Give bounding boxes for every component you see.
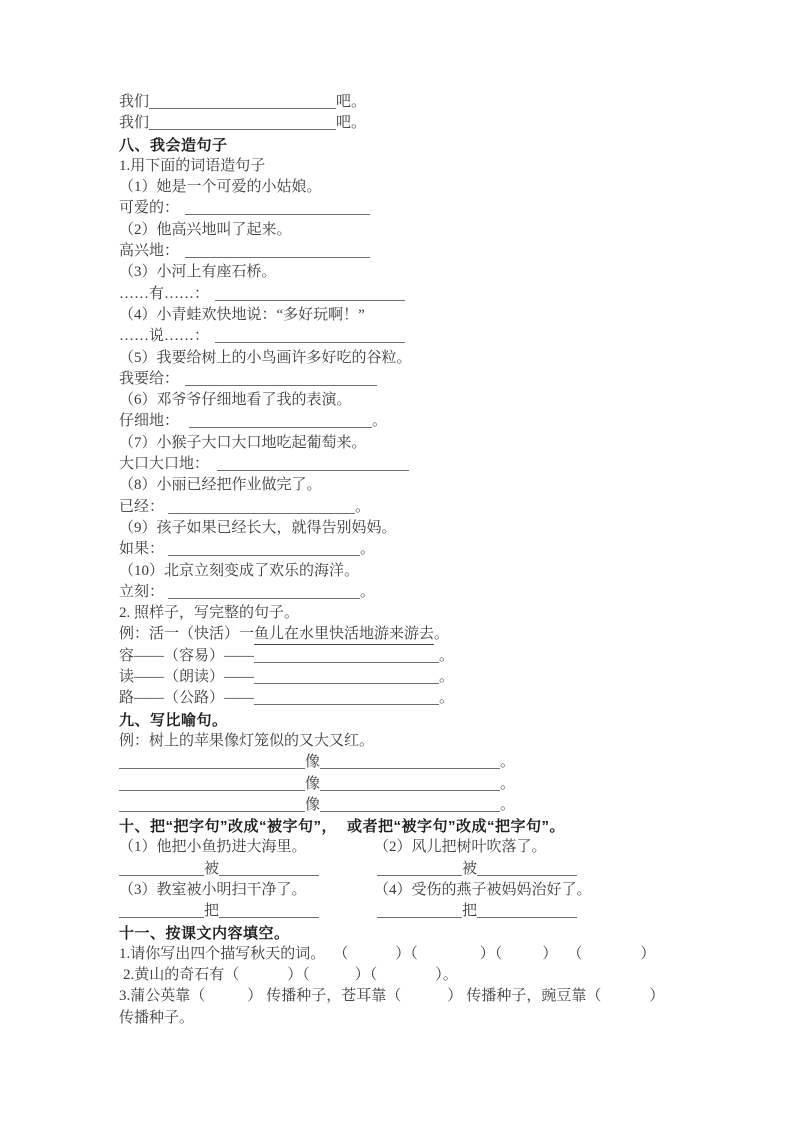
text-run: 八、我会造句子 [119, 136, 228, 154]
subsection [119, 156, 785, 177]
column-1 [119, 563, 359, 579]
column-1 [119, 861, 319, 877]
text-run: ） [447, 988, 463, 1005]
column-1 [119, 839, 307, 855]
plain-text [119, 1008, 785, 1029]
text-run: （7）小猴子大口大口地吃起葡萄来。 [119, 434, 367, 451]
column-1 [119, 690, 454, 706]
text-run: （4）小青蛙欢快地说：“多好玩啊！” [119, 306, 365, 323]
spacer [582, 957, 640, 958]
answer-blank[interactable] [320, 799, 500, 812]
text-run: 十一、按课文内容填空。 [119, 924, 290, 942]
fill-line [119, 198, 785, 219]
column-1 [119, 776, 515, 792]
fill-line [119, 774, 785, 795]
example-sentence [119, 475, 785, 496]
text-run: 。 [360, 541, 376, 558]
text-run: 。 [500, 754, 516, 771]
text-run: 1.请你写出四个描写秋天的词。 [119, 945, 326, 962]
text-run: 我们 [119, 94, 150, 110]
column-1 [119, 733, 374, 749]
text-run: 例：活一（快活）一 [119, 626, 255, 643]
column-1 [119, 712, 228, 729]
answer-blank[interactable] [215, 330, 405, 343]
text-run: 我们 [119, 115, 150, 132]
column-1 [119, 903, 319, 919]
answer-blank[interactable] [477, 863, 577, 876]
column-1 [119, 946, 655, 962]
text-run: 2.黄山的奇石有（ [123, 967, 240, 984]
text-run: （2）他高兴地叫了起来。 [119, 221, 292, 238]
text-run: （1）她是一个可爱的小姑娘。 [119, 179, 322, 196]
answer-blank[interactable] [189, 415, 372, 428]
worksheet-content [119, 92, 785, 1029]
column-2 [374, 880, 592, 901]
text-run: 已经： [119, 498, 165, 515]
fill-line [119, 284, 785, 305]
spacer [418, 957, 480, 958]
column-1 [119, 605, 299, 621]
column-1 [119, 477, 322, 493]
column-1 [119, 264, 277, 280]
column-1 [119, 456, 409, 472]
text-run: 大口大口地： [119, 456, 210, 473]
fill-line [119, 965, 785, 986]
text-run: 像 [305, 775, 321, 792]
column-1 [119, 626, 449, 642]
answer-blank[interactable] [149, 117, 336, 130]
section-8-title [119, 135, 785, 156]
answer-blank[interactable] [185, 202, 370, 215]
answer-blank[interactable] [477, 905, 577, 918]
text-run: 传播种子，苍耳靠（ [266, 988, 402, 1005]
example-sentence [119, 390, 785, 411]
text-run: 如果： [119, 541, 165, 558]
text-run: ） [649, 988, 665, 1005]
column-1 [119, 584, 375, 600]
answer-blank[interactable] [377, 905, 462, 918]
column-1 [119, 988, 664, 1004]
text-run: 十、把“把字句”改成“被字句”， [119, 818, 338, 836]
section-11-title [119, 923, 785, 944]
answer-blank[interactable] [219, 905, 319, 918]
text-run: ）（ [395, 945, 418, 962]
text-run: （5）我要给树上的小鸟画许多好吃的谷粒。 [119, 349, 412, 366]
example-sentence [119, 731, 785, 752]
column-1 [119, 882, 307, 898]
column-1 [119, 754, 515, 770]
spacer [310, 978, 355, 979]
column-2 [374, 901, 577, 922]
column-2 [374, 837, 547, 858]
text-run: （3）小河上有座石桥。 [119, 264, 277, 281]
fill-line [119, 795, 785, 816]
fill-line [119, 241, 785, 262]
text-run: （ [567, 945, 583, 962]
text-run: （2）风儿把树叶吹落了。 [374, 839, 547, 856]
column-1 [119, 243, 370, 259]
fill-line [119, 411, 785, 432]
answer-blank[interactable] [320, 756, 500, 769]
text-run: 。 [500, 775, 516, 792]
text-run: ……说……： [119, 328, 210, 345]
column-1 [119, 435, 367, 451]
text-run: 立刻： [119, 583, 165, 600]
example-sentence [119, 305, 785, 326]
text-run: ）（ [354, 967, 378, 984]
text-run: 吧。 [336, 94, 367, 110]
answer-blank[interactable] [119, 778, 305, 791]
text-run: 。 [439, 690, 455, 707]
fill-line [119, 582, 785, 603]
section-10-title [119, 816, 785, 837]
column-1 [119, 158, 265, 174]
column-1 [119, 797, 515, 813]
fill-line [119, 454, 785, 475]
text-run: 1.用下面的词语造句子 [119, 157, 266, 174]
column-1 [119, 499, 370, 515]
column-1 [119, 115, 366, 131]
text-run: 九、写比喻句。 [119, 711, 228, 729]
example-sentence [119, 262, 785, 283]
fill-line [119, 646, 785, 667]
text-run: ）（ [287, 967, 310, 984]
text-run: （10）北京立刻变成了欢乐的海洋。 [119, 562, 360, 579]
column-1 [119, 200, 370, 216]
spacer [337, 830, 347, 831]
text-run: 高兴地： [119, 243, 180, 260]
text-run: 把 [204, 903, 220, 920]
column-1 [119, 520, 397, 536]
text-run: （9）孩子如果已经长大，就得告别妈妈。 [119, 519, 397, 536]
answer-blank[interactable] [168, 501, 355, 514]
text-run: 可爱的： [119, 200, 180, 217]
text-run: 被 [462, 860, 478, 877]
text-run: ） [542, 945, 558, 962]
example-sentence [119, 880, 785, 901]
column-1 [119, 179, 322, 195]
answer-blank[interactable] [185, 373, 377, 386]
text-run: 仔细地： [119, 413, 180, 430]
example-sentence [119, 177, 785, 198]
text-run: （4）受伤的燕子被妈妈治好了。 [374, 881, 592, 898]
answer-blank[interactable] [119, 863, 204, 876]
spacer [179, 424, 189, 425]
answer-blank[interactable] [217, 458, 409, 471]
fill-line [119, 92, 785, 113]
column-1 [119, 328, 405, 344]
text-run: 把 [462, 903, 478, 920]
example-sentence [119, 518, 785, 539]
text-run: 吧。 [336, 115, 367, 132]
fill-line [119, 326, 785, 347]
column-1 [119, 350, 412, 366]
text-run: 读——（朗读）—— [119, 669, 255, 686]
underlined-text-run: 鱼儿在水里快活地游来游去 [254, 625, 434, 645]
spacer [557, 957, 567, 958]
text-run: 像 [305, 754, 321, 771]
fill-line [119, 859, 785, 880]
spacer [239, 978, 287, 979]
spacer [348, 957, 395, 958]
column-1 [119, 137, 228, 154]
text-run: 。 [439, 669, 455, 686]
column-1 [119, 307, 365, 323]
answer-blank[interactable] [168, 543, 360, 556]
answer-blank[interactable] [119, 799, 305, 812]
text-run: 2. 照样子，写完整的句子。 [119, 605, 300, 622]
example-sentence [119, 433, 785, 454]
example-sentence [119, 561, 785, 582]
answer-blank[interactable] [254, 692, 439, 705]
text-run: 或者把“被字句”改成“把字句”。 [347, 818, 566, 836]
text-run: （ [333, 945, 349, 962]
spacer [502, 957, 542, 958]
text-run: 。 [355, 498, 371, 515]
column-1 [119, 925, 290, 942]
column-1 [119, 392, 352, 408]
spacer [401, 999, 447, 1000]
section-9-title [119, 710, 785, 731]
text-run: 。 [500, 796, 516, 813]
text-run: 。 [372, 413, 388, 430]
text-run: 容——（容易）—— [119, 647, 255, 664]
text-run: ） [247, 988, 263, 1005]
answer-blank[interactable] [219, 863, 319, 876]
text-run: 3.蒲公英靠（ [119, 988, 206, 1005]
column-1 [119, 541, 375, 557]
answer-blank[interactable] [320, 778, 500, 791]
fill-line [119, 113, 785, 134]
answer-blank[interactable] [168, 586, 360, 599]
text-run: 。 [439, 647, 455, 664]
column-1 [119, 413, 387, 429]
text-run: ）。 [435, 967, 458, 984]
column-1 [119, 669, 454, 685]
text-run: ……有……： [119, 285, 210, 302]
subsection [119, 603, 785, 624]
column-1 [119, 648, 454, 664]
example-sentence [119, 837, 785, 858]
column-1 [119, 1010, 194, 1026]
fill-line [119, 497, 785, 518]
text-run: （6）邓爷爷仔细地看了我的表演。 [119, 392, 352, 409]
text-run: 像 [305, 796, 321, 813]
column-1 [119, 222, 292, 238]
spacer [205, 999, 247, 1000]
text-run: ） [640, 945, 656, 962]
answer-blank[interactable] [254, 671, 439, 684]
fill-line [119, 901, 785, 922]
spacer [377, 978, 435, 979]
answer-blank[interactable] [149, 96, 336, 109]
fill-line [119, 944, 785, 965]
fill-line [119, 667, 785, 688]
text-run: 被 [204, 860, 220, 877]
column-1 [119, 286, 405, 302]
answer-blank[interactable] [185, 245, 370, 258]
text-run: 例：树上的苹果像灯笼似的又大又红。 [119, 732, 375, 749]
text-run: 。 [434, 626, 450, 643]
text-run: ）（ [479, 945, 503, 962]
text-run: （1）他把小鱼扔进大海里。 [119, 839, 307, 856]
example-sentence [119, 348, 785, 369]
answer-blank[interactable] [215, 288, 405, 301]
text-run: 。 [360, 583, 376, 600]
text-run: 传播种子。 [119, 1009, 195, 1026]
example-sentence [119, 624, 785, 645]
answer-blank[interactable] [119, 756, 305, 769]
spacer [601, 999, 649, 1000]
text-run: 路——（公路）—— [119, 690, 255, 707]
answer-blank[interactable] [377, 863, 462, 876]
example-sentence [119, 220, 785, 241]
spacer [209, 467, 217, 468]
text-run: 我要给： [119, 370, 180, 387]
fill-line [119, 986, 785, 1007]
text-run: 传播种子，豌豆靠（ [466, 988, 602, 1005]
column-1 [119, 371, 377, 387]
column-1 [119, 818, 565, 835]
fill-line [119, 369, 785, 390]
fill-line [119, 752, 785, 773]
text-run: （8）小丽已经把作业做完了。 [119, 477, 322, 494]
fill-line [119, 539, 785, 560]
column-1 [119, 967, 458, 983]
fill-line [119, 688, 785, 709]
column-2 [374, 859, 577, 880]
text-run: （3）教室被小明扫干净了。 [119, 881, 307, 898]
answer-blank[interactable] [119, 905, 204, 918]
column-1 [119, 94, 366, 110]
answer-blank[interactable] [254, 650, 439, 663]
